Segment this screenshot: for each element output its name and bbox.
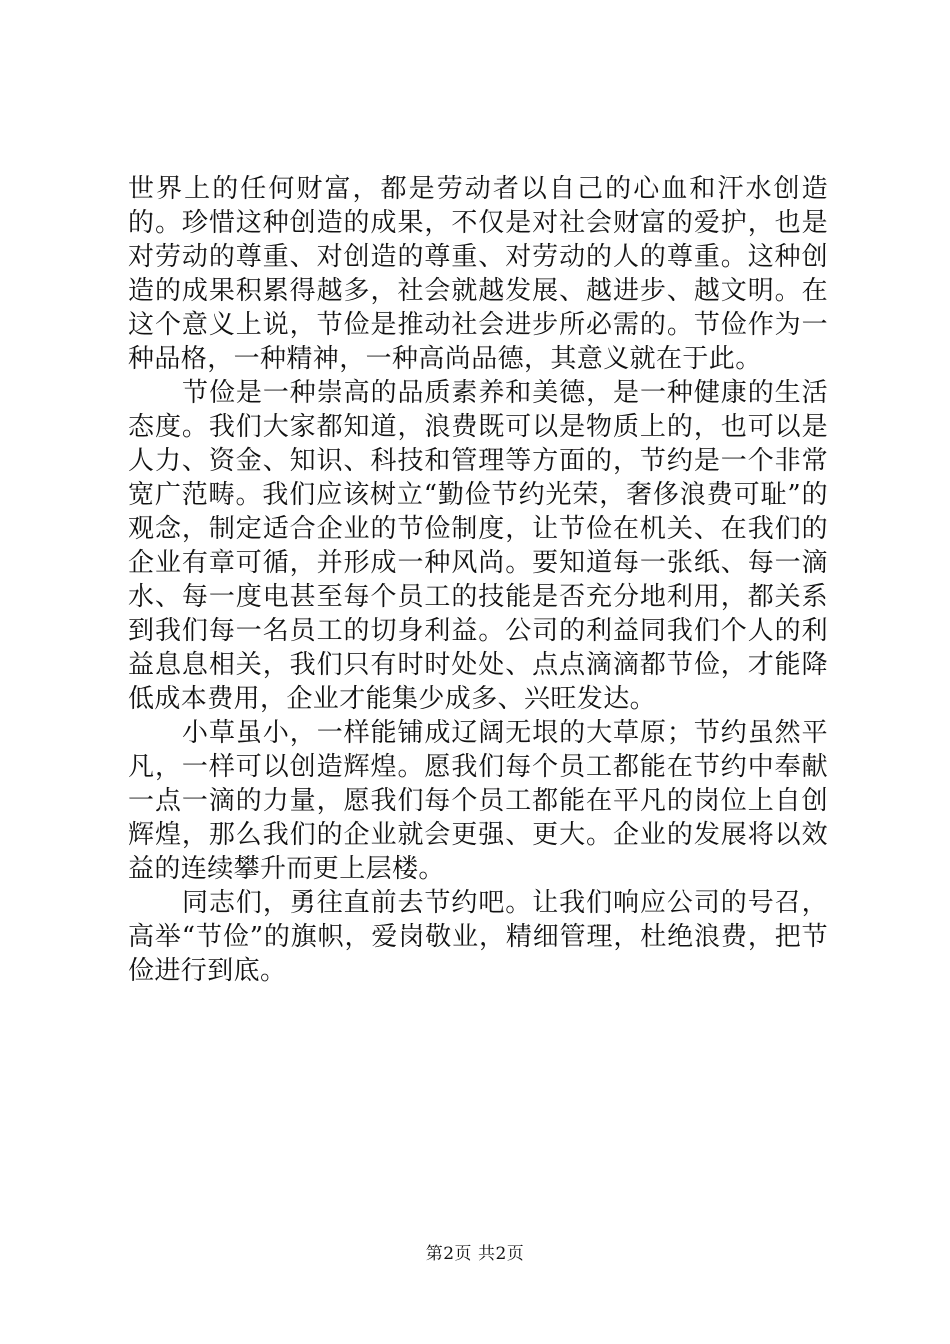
page-number-footer: 第2页 共2页: [425, 1244, 525, 1264]
paragraph-3: 小草虽小，一样能铺成辽阔无垠的大草原；节约虽然平凡，一样可以创造辉煌。愿我们每个员工都能在节约中奉献一点一滴的力量，愿我们每个员工都能在平凡的岗位上自创辉煌，那么我们的企业就会更强、更大。企业的发展将以效益的连续攀升而更上层楼。: [128, 718, 828, 884]
paragraph-4: 同志们，勇往直前去节约吧。让我们响应公司的号召，高举“节俭”的旗帜，爱岗敬业，精细管理，杜绝浪费，把节俭进行到底。: [128, 888, 828, 986]
paragraph-2: 节俭是一种崇高的品质素养和美德，是一种健康的生活态度。我们大家都知道，浪费既可以是物质上的，也可以是人力、资金、知识、科技和管理等方面的，节约是一个非常宽广范畴。我们应该树立“勤俭节约光荣，奢侈浪费可耻”的观念，制定适合企业的节俭制度，让节俭在机关、在我们的企业有章可循，并形成一种风尚。要知道每一张纸、每一滴水、每一度电甚至每个员工的技能是否充分地利用，都关系到我们每一名员工的切身利益。公司的利益同我们个人的利益息息相关，我们只有时时处处、点点滴滴都节俭，才能降低成本费用，企业才能集少成多、兴旺发达。: [128, 378, 828, 714]
paragraph-1: 世界上的任何财富，都是劳动者以自己的心血和汗水创造的。珍惜这种创造的成果，不仅是对社会财富的爱护，也是对劳动的尊重、对创造的尊重、对劳动的人的尊重。这种创造的成果积累得越多，社会就越发展、越进步、越文明。在这个意义上说，节俭是推动社会进步所必需的。节俭作为一种品格，一种精神，一种高尚品德，其意义就在于此。: [128, 174, 828, 374]
document-body: [128, 172, 828, 988]
